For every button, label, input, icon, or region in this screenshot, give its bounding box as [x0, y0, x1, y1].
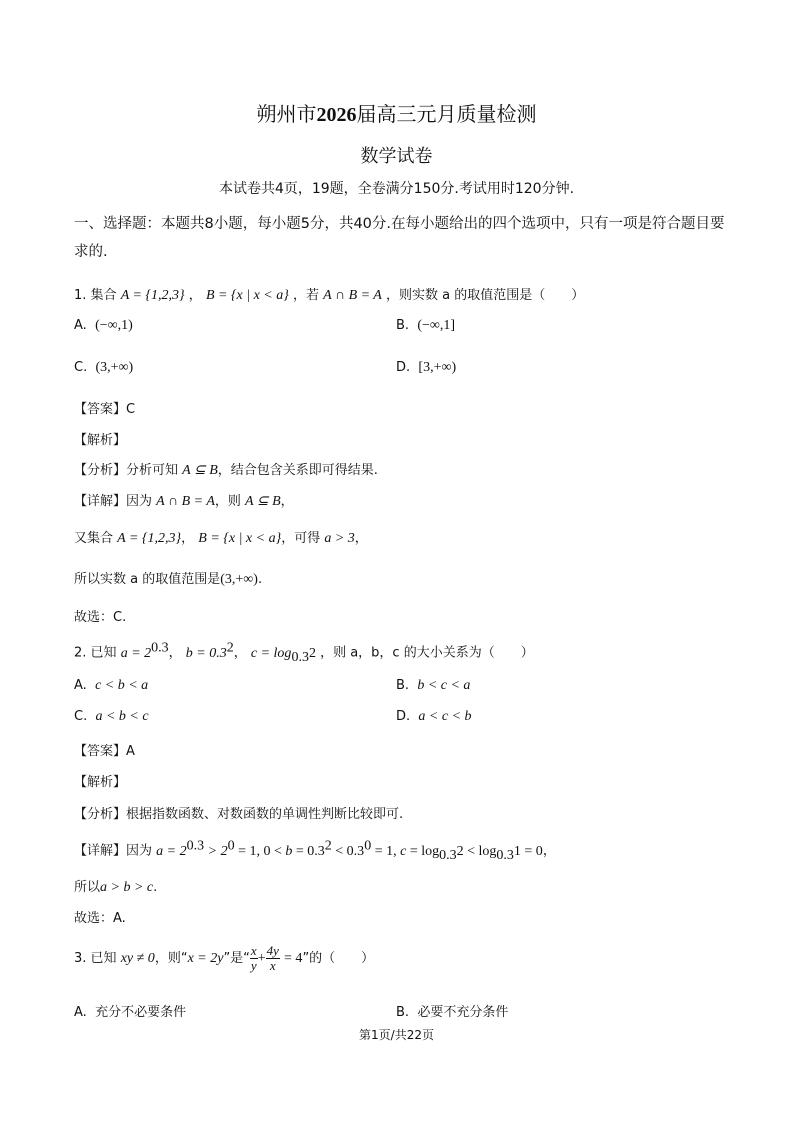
- q2-analysis-tag: 【解析】: [74, 775, 127, 790]
- q2-fenxi: 【分析】根据指数函数、对数函数的单调性判断比较即可.: [74, 807, 404, 822]
- math-set-b: B = {x | x < a}: [205, 288, 289, 303]
- q2-detail: 【详解】因为 $a = 2^{0.3} > 2^0 = 1$, $0 < b = 0.3^2 < 0.3^0 = 1$, $c = \log_{0.3}2 < \log_{0.3}1 = 0$，: [74, 838, 556, 863]
- math-condition: A ∩ B = A: [323, 288, 382, 303]
- exam-title: 朔州市2026届高三元月质量检测: [256, 102, 537, 126]
- q2-detail-line-2: 所以a > b > c.: [74, 880, 158, 895]
- q2-option-c: C. a < b < c: [74, 709, 149, 724]
- question-1: 1. 集合 A = {1,2,3} ， B = {x | x < a} ，若 A ∩ B = A ，则实数 a 的取值范围是（ ）: [74, 288, 585, 303]
- q3-option-a: A. 充分不必要条件: [74, 1005, 187, 1020]
- q1-detail-line-3: 所以实数 a 的取值范围是(3,+∞).: [74, 572, 263, 587]
- q1-fenxi: 【分析】分析可知 A ⊆ B，结合包含关系即可得结果.: [74, 463, 378, 478]
- q3-option-b: B. 必要不充分条件: [396, 1005, 509, 1020]
- q2-option-a: A. c < b < a: [74, 678, 149, 693]
- math-set-a: A = {1,2,3}: [120, 288, 185, 303]
- exam-info: 本试卷共4页，19题，全卷满分150分.考试用时120分钟.: [218, 181, 575, 197]
- q2-option-b: B. b < c < a: [396, 678, 471, 693]
- question-3: 3. 已知 xy ≠ 0，则“x = 2y”是“ $\frac{x}{y}$ + $\frac{4y}{x}$ = 4”的（ ）: [74, 943, 375, 973]
- section-heading: 一、选择题：本题共8小题，每小题5分，共40分.在每小题给出的四个选项中，只有一项是符合题目要求的.: [74, 216, 725, 260]
- q2-answer: 【答案】A: [74, 744, 135, 759]
- q1-option-d: D. [3,+∞): [396, 360, 457, 375]
- q1-option-a: A. (−∞,1): [74, 318, 133, 333]
- q2-detail-math: $a = 2^{0.3} > 2^0 = 1$, $0 < b = 0.3^2 < 0.3^0 = 1$, $c = \log_{0.3}2 < \log_{0.3}1 = 0$: [156, 838, 543, 863]
- q1-detail: 【详解】因为 A ∩ B = A，则 A ⊆ B，: [74, 494, 294, 509]
- q1-option-c: C. (3,+∞): [74, 360, 134, 375]
- fraction-x-over-y: $\frac{x}{y}$: [250, 943, 257, 973]
- page-footer: 第1页/共22页: [359, 1028, 434, 1042]
- exam-subtitle: 数学试卷: [360, 146, 433, 167]
- math-b-def: $b = 0.3^2$: [185, 640, 234, 661]
- q2-option-d: D. a < c < b: [396, 709, 472, 724]
- q1-option-b: B. (−∞,1]: [396, 318, 456, 333]
- question-2: 2. 已知 $a = 2^{0.3}$， $b = 0.3^2$， $c = \log_{0.3}2$ ，则 a，b，c 的大小关系为（ ）: [74, 640, 534, 665]
- q1-detail-line-2: 又集合 A = {1,2,3}， B = {x | x < a}，可得 a > 3，: [74, 531, 368, 546]
- fraction-4y-over-x: $\frac{4y}{x}$: [266, 943, 279, 973]
- math-a-def: $a = 2^{0.3}$: [120, 640, 169, 661]
- q2-choose: 故选：A.: [74, 911, 126, 926]
- q1-choose: 故选：C.: [74, 610, 127, 625]
- q1-analysis-tag: 【解析】: [74, 433, 127, 448]
- q1-answer: 【答案】C: [74, 402, 136, 417]
- math-c-def: $c = \log_{0.3}2$: [250, 645, 316, 665]
